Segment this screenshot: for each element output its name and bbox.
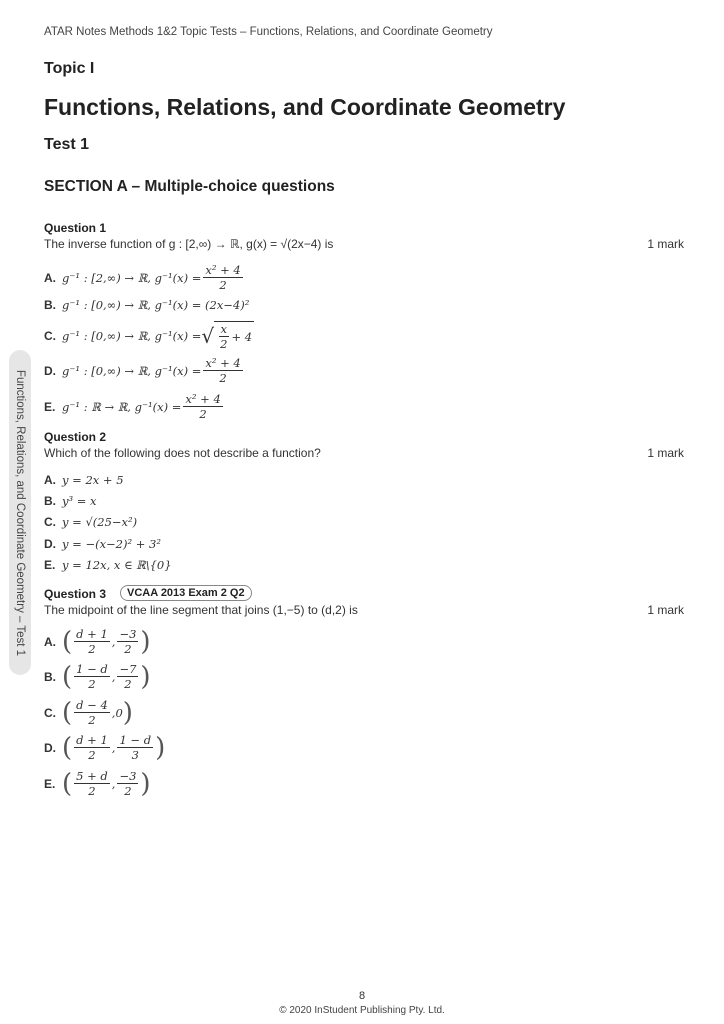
denominator: 2 <box>124 677 132 691</box>
question-2-option-d <box>44 537 161 551</box>
question-1-option-c <box>44 321 254 351</box>
option-math: g⁻¹ : [0,∞) → ℝ, g⁻¹(x) = (2x−4)² <box>62 298 250 312</box>
close-paren: ) <box>140 661 151 692</box>
comma: , <box>111 669 116 684</box>
numerator: 1 − d <box>119 733 152 747</box>
fraction-y <box>117 662 138 691</box>
test-label: Test 1 <box>44 136 90 153</box>
copyright-notice: © 2020 InStudent Publishing Pty. Ltd. <box>279 1005 445 1016</box>
numerator: x <box>220 322 228 336</box>
fraction-x <box>74 698 110 727</box>
denominator: 2 <box>124 784 132 798</box>
denominator: 2 <box>124 642 132 656</box>
comma: , <box>111 634 116 649</box>
option-math: y³ = x <box>62 494 97 508</box>
option-math: g⁻¹ : [2,∞) → ℝ, g⁻¹(x) = <box>62 270 202 285</box>
option-math: g⁻¹ : ℝ → ℝ, g⁻¹(x) = <box>62 399 182 414</box>
question-3-option-e <box>44 769 151 798</box>
option-letter: E. <box>44 558 56 572</box>
denominator: 2 <box>199 407 207 421</box>
numerator: d + 1 <box>76 733 108 747</box>
option-letter: A. <box>44 473 56 487</box>
fraction-x <box>74 662 110 691</box>
option-math: g⁻¹ : [0,∞) → ℝ, g⁻¹(x) = <box>62 363 202 378</box>
question-3-option-c <box>44 698 133 727</box>
option-letter: E. <box>44 776 56 791</box>
question-2-option-a <box>44 473 124 487</box>
fraction-x <box>74 733 110 762</box>
question-2-prompt: Which of the following does not describe a function? <box>44 446 321 460</box>
denominator: 2 <box>88 713 96 727</box>
option-math: g⁻¹ : [0,∞) → ℝ, g⁻¹(x) = <box>62 329 202 343</box>
question-1-option-a <box>44 263 245 292</box>
option-letter: A. <box>44 634 56 649</box>
numerator: −3 <box>119 627 137 641</box>
option-letter: D. <box>44 363 56 378</box>
option-letter: E. <box>44 399 56 414</box>
sqrt-body <box>214 321 254 351</box>
denominator: 2 <box>88 784 96 798</box>
page-title: Functions, Relations, and Coordinate Geometry <box>44 94 566 120</box>
source-badge: VCAA 2013 Exam 2 Q2 <box>120 585 252 601</box>
numerator: 1 − d <box>76 662 108 676</box>
option-math: y = 2x + 5 <box>62 473 124 487</box>
numerator: −7 <box>119 662 137 676</box>
fraction <box>218 322 229 351</box>
fraction-y <box>117 769 138 798</box>
question-2-option-b <box>44 494 97 508</box>
denominator: 2 <box>220 337 228 351</box>
question-3-option-a <box>44 627 151 656</box>
question-3-option-d <box>44 733 165 762</box>
numerator: x² + 4 <box>205 356 241 370</box>
close-paren: ) <box>155 732 166 763</box>
close-paren: ) <box>122 697 133 728</box>
page-number: 8 <box>358 990 366 1002</box>
fraction <box>203 263 242 292</box>
option-letter: B. <box>44 494 56 508</box>
denominator: 2 <box>88 642 96 656</box>
open-paren: ( <box>62 661 73 692</box>
question-1-option-e <box>44 392 225 421</box>
question-1-option-b <box>44 298 249 312</box>
comma: , <box>111 705 116 720</box>
numerator: −3 <box>119 769 137 783</box>
option-math: y = −(x−2)² + 3² <box>62 537 161 551</box>
option-letter: C. <box>44 515 56 529</box>
option-math: y = 12x, x ∈ ℝ\{0} <box>62 558 172 572</box>
option-letter: D. <box>44 740 56 755</box>
question-1-prompt: The inverse function of g : [2,∞) → ℝ, g(x) = √(2x−4) is <box>44 237 334 251</box>
option-letter: C. <box>44 705 56 720</box>
open-paren: ( <box>62 626 73 657</box>
question-3-prompt: The midpoint of the line segment that joins (1,−5) to (d,2) is <box>44 603 358 617</box>
option-math-tail: + 4 <box>231 329 253 344</box>
side-tab <box>9 350 31 675</box>
denominator: 2 <box>219 371 227 385</box>
fraction-x <box>74 627 110 656</box>
running-header: ATAR Notes Methods 1&2 Topic Tests – Functions, Relations, and Coordinate Geometry <box>44 26 493 38</box>
close-paren: ) <box>140 768 151 799</box>
close-paren: ) <box>140 626 151 657</box>
option-letter: B. <box>44 298 56 312</box>
question-1-marks: 1 mark <box>647 237 684 251</box>
option-letter: D. <box>44 537 56 551</box>
question-2-marks: 1 mark <box>647 446 684 460</box>
fraction-y <box>117 627 138 656</box>
option-letter: C. <box>44 329 56 343</box>
open-paren: ( <box>62 732 73 763</box>
sqrt-sign: √ <box>201 324 215 348</box>
question-3-marks: 1 mark <box>647 603 684 617</box>
numerator: x² + 4 <box>205 263 241 277</box>
fraction-x <box>74 769 110 798</box>
comma: , <box>111 776 116 791</box>
question-3-option-b <box>44 662 151 691</box>
option-math-tail: 0 <box>115 705 123 720</box>
option-math: y = √(25−x²) <box>62 515 138 529</box>
numerator: x² + 4 <box>185 392 221 406</box>
open-paren: ( <box>62 697 73 728</box>
option-letter: A. <box>44 270 56 285</box>
side-tab-label: Functions, Relations, and Coordinate Geometry – Test 1 <box>14 369 26 656</box>
option-letter: B. <box>44 669 56 684</box>
numerator: d + 1 <box>76 627 108 641</box>
fraction-y <box>117 733 153 762</box>
question-1-heading: Question 1 <box>44 221 107 235</box>
section-heading: SECTION A – Multiple-choice questions <box>44 178 335 195</box>
fraction <box>203 356 242 385</box>
question-2-heading: Question 2 <box>44 430 107 444</box>
topic-label: Topic I <box>44 60 95 77</box>
numerator: d − 4 <box>76 698 108 712</box>
question-1-option-d <box>44 356 245 385</box>
comma: , <box>111 740 116 755</box>
denominator: 3 <box>131 748 139 762</box>
question-3-heading: Question 3 <box>44 587 107 601</box>
open-paren: ( <box>62 768 73 799</box>
denominator: 2 <box>219 278 227 292</box>
fraction <box>183 392 222 421</box>
denominator: 2 <box>88 677 96 691</box>
question-2-option-c <box>44 515 137 529</box>
numerator: 5 + d <box>76 769 108 783</box>
question-2-option-e <box>44 558 172 572</box>
denominator: 2 <box>88 748 96 762</box>
